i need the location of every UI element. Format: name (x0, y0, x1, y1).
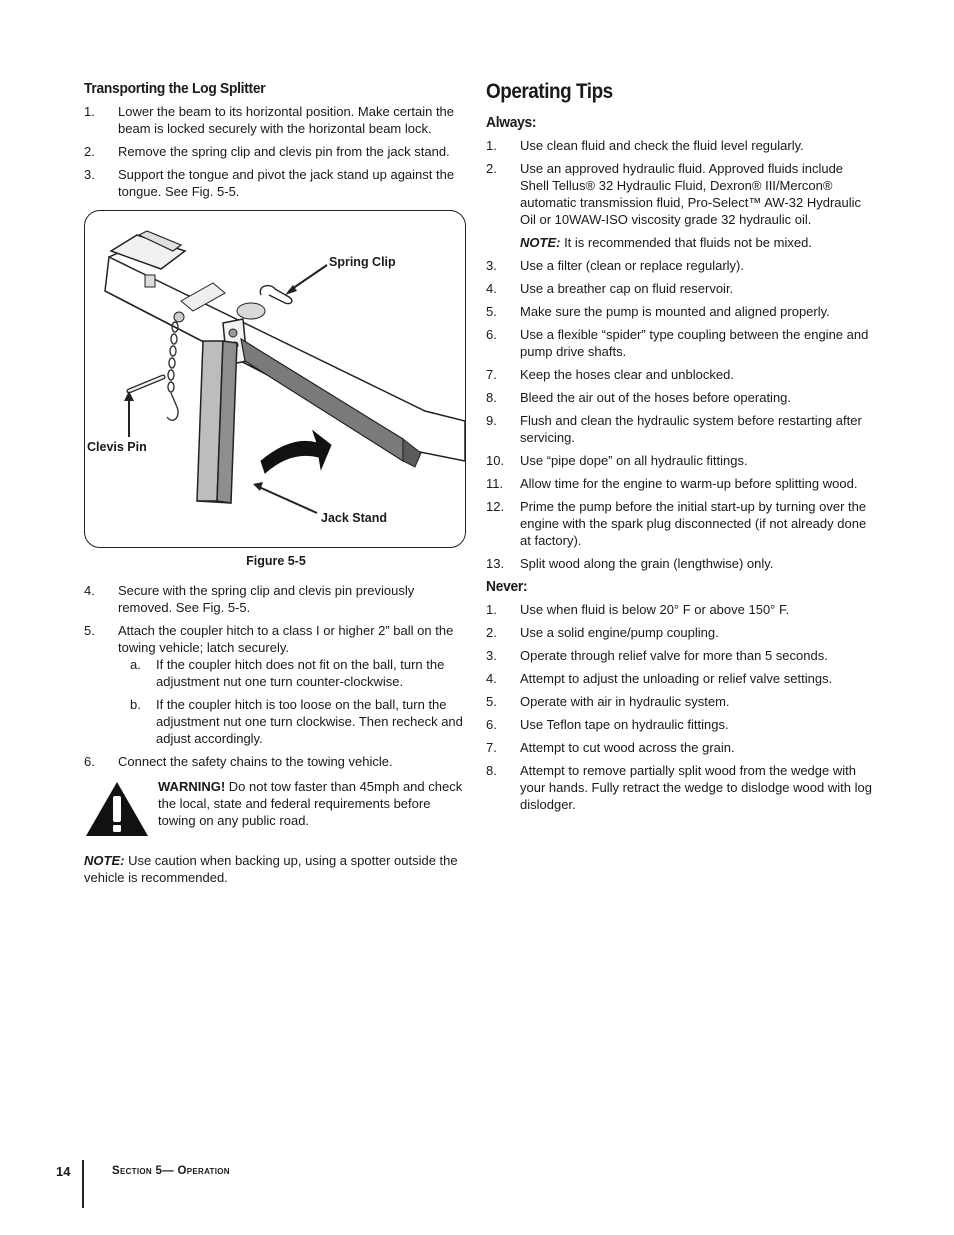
list-item: 12. Prime the pump before the initial start-up by turning over the engine with the spark plug disconnected (if not already done at factory). (486, 499, 867, 548)
substeps (118, 656, 468, 747)
label-spring-clip: Spring Clip (329, 255, 396, 269)
note-label: NOTE: (84, 853, 125, 868)
list-item: 7. Attempt to cut wood across the grain. (486, 740, 735, 755)
figure-5-5 (84, 210, 466, 548)
list-item: 8. Bleed the air out of the hoses before operating. (486, 390, 792, 405)
always-list-a (486, 137, 872, 228)
warning-text: Do not tow faster than 45mph and check the local, state and federal requirements before towing on any public road. (158, 779, 463, 828)
list-item: 10. Use “pipe dope” on all hydraulic fittings. (486, 453, 748, 468)
label-jack-stand: Jack Stand (321, 511, 388, 525)
list-item: 3. Operate through relief valve for more than 5 seconds. (486, 648, 828, 663)
list-item: 1. Use when fluid is below 20° F or above 150° F. (486, 602, 790, 617)
always-list-b (486, 257, 872, 572)
section-label: Section 5— Operation (112, 1165, 230, 1177)
list-item: b. If the coupler hitch is too loose on the ball, turn the adjustment nut one turn clockwise. Then recheck and adjust accordingly. (130, 697, 463, 746)
list-item: 5. Operate with air in hydraulic system. (486, 694, 730, 709)
never-list (486, 601, 872, 813)
list-item: 8. Attempt to remove partially split wood from the wedge with your hands. Fully retract the wedge to dislodge wood with log dislodger. (486, 763, 872, 812)
list-item: 5. Attach the coupler hitch to a class I or higher 2” ball on the towing vehicle; latch securely. a. If the coupler hitch does not fit on the ball, turn the adjustment nut one turn counter-clockwise. b. If the coupler hitch is too loose on the ball, turn the adjustment nut one turn clockwise. Then recheck and adjust accordingly. (84, 622, 468, 747)
figure-caption: Figure 5-5 (246, 554, 306, 568)
list-item: 6. Use Teflon tape on hydraulic fittings. (486, 717, 729, 732)
list-item: 2. Use a solid engine/pump coupling. (486, 625, 719, 640)
transport-steps-a (84, 103, 468, 200)
list-item: 6. Connect the safety chains to the towing vehicle. (84, 754, 393, 769)
page-number: 14 (56, 1164, 71, 1179)
note-text: Use caution when backing up, using a spotter outside the vehicle is recommended. (84, 853, 458, 885)
list-item: 1. Lower the beam to its horizontal position. Make certain the beam is locked securely with the horizontal beam lock. (84, 104, 455, 136)
list-item: 6. Use a flexible “spider” type coupling between the engine and pump drive shafts. (486, 327, 869, 359)
list-item: 4. Use a breather cap on fluid reservoir. (486, 281, 734, 296)
list-item: 11. Allow time for the engine to warm-up before splitting wood. (486, 476, 858, 491)
list-item: 4. Secure with the spring clip and clevis pin previously removed. See Fig. 5-5. (84, 583, 415, 615)
label-clevis-pin: Clevis Pin (87, 440, 147, 454)
list-item: 2. Use an approved hydraulic fluid. Approved fluids include Shell Tellus® 32 Hydraulic Fluid, Dexron® III/Mercon® automatic transmission fluid, Pro-Select™ AW-32 Hydraulic Oil or 10WAW-ISO viscosity grade 32 hydraulic oil. (486, 161, 862, 227)
operating-tips-title: Operating Tips (486, 80, 613, 103)
transport-steps-b (84, 582, 468, 770)
list-item: 5. Make sure the pump is mounted and aligned properly. (486, 304, 830, 319)
never-heading: Never: (486, 578, 528, 595)
list-item: 1. Use clean fluid and check the fluid level regularly. (486, 138, 804, 153)
list-item: 3. Support the tongue and pivot the jack stand up against the tongue. See Fig. 5-5. (84, 167, 455, 199)
footer-divider (82, 1160, 84, 1208)
list-item: 7. Keep the hoses clear and unblocked. (486, 367, 734, 382)
always-note: NOTE: It is recommended that fluids not be mixed. (520, 235, 812, 250)
list-item: 2. Remove the spring clip and clevis pin from the jack stand. (84, 144, 450, 159)
jack-stand-illustration (85, 211, 465, 547)
list-item: 13. Split wood along the grain (lengthwise) only. (486, 556, 774, 571)
left-column (84, 80, 468, 886)
transport-heading: Transporting the Log Splitter (84, 80, 266, 97)
list-item: 9. Flush and clean the hydraulic system before restarting after servicing. (486, 413, 862, 445)
warning-box (84, 778, 468, 838)
warning-triangle-icon (84, 780, 150, 838)
right-column (486, 80, 872, 819)
list-item: 4. Attempt to adjust the unloading or relief valve settings. (486, 671, 833, 686)
note (84, 852, 468, 886)
warning-label: WARNING! (158, 779, 226, 794)
always-heading: Always: (486, 114, 537, 131)
list-item: 3. Use a filter (clean or replace regularly). (486, 258, 744, 273)
list-item: a. If the coupler hitch does not fit on the ball, turn the adjustment nut one turn counter-clockwise. (130, 657, 445, 689)
